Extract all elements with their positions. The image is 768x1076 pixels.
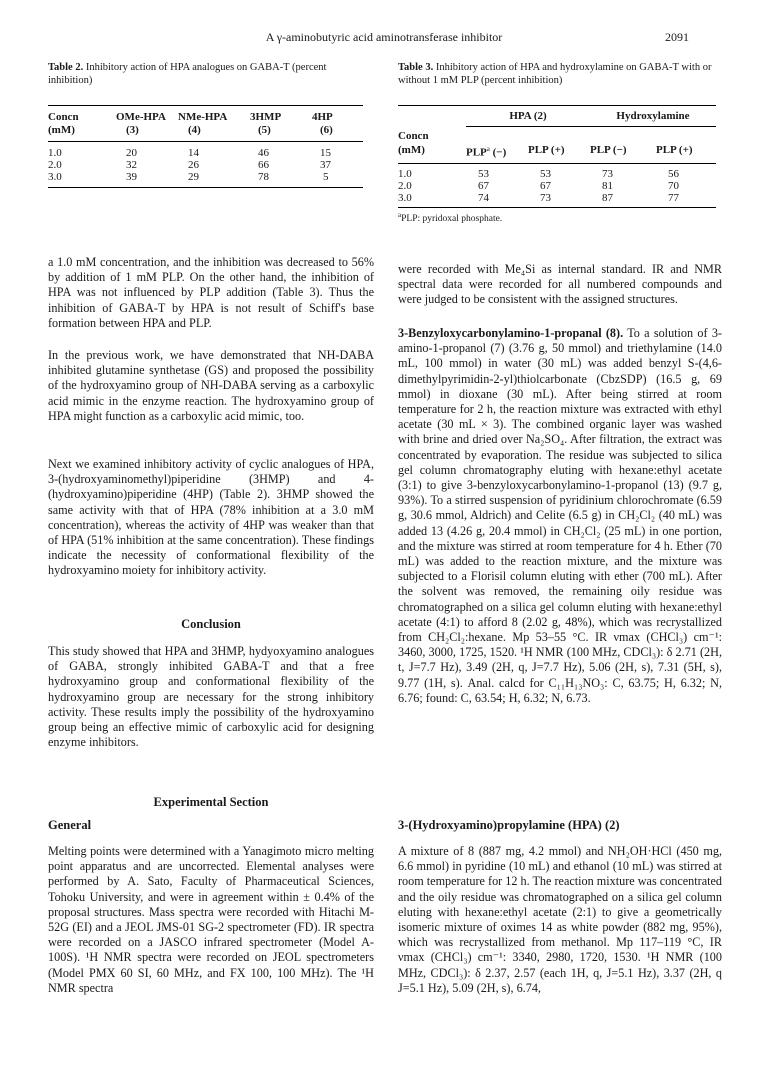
compound-8-title: 3-Benzyloxycarbonylamino-1-propanal (8). bbox=[398, 326, 624, 340]
table3-cell: 87 bbox=[602, 192, 613, 205]
footnote-mark: a bbox=[398, 211, 402, 219]
table3-cell: 73 bbox=[540, 192, 551, 205]
table2-cell: 37 bbox=[320, 159, 331, 171]
table3-cell: 70 bbox=[668, 180, 679, 193]
table2-caption-label: Table 2. bbox=[48, 62, 84, 73]
table3-cell: 53 bbox=[478, 168, 489, 181]
table2-cell: 39 bbox=[126, 171, 137, 183]
general-heading: General bbox=[48, 818, 92, 832]
compound-8-text: To a solution of 3-amino-1-propanol (7) (3.76 g, 50 mmol) and triethylamine (14.0 mL, 100 mmol) in water (30 mL) was added benzyl S-(4,6-dimethylpyrimidin-2-yl)thiolcarbonate (CbzSDP) (16.5 g, 69 mmol) in dioxane (30 mL). After being stirred at room temperature for 2 h, the reaction mixture was extracted with ethyl acetate (30 mL × 3). The combined organic layer was washed with brine and dried over Na₂SO₄. After filtration, the extract was concentrated by evaporation. The residue was subjected to silica gel column chromatography eluting with hexane:ethyl acetate (3:1) to give 3-benzyloxycarbonylamino-1-propanol (13) (9.7 g, 93%). To a stirred suspension of pyridinium chlorochromate (6.59 g, 30.6 mmol, Aldrich) and Celite (6.5 g) in CH₂Cl₂ (40 mL) was added 13 (4.26 g, 20.4 mmol) in CH₂Cl₂ (25 mL) in one portion, and the mixture was stirred at room temperature for 4 h. Ether (70 mL) was added to the reaction mixture, and the mixture was subjected to a Florisil column eluting with ether (700 mL). After the solvent was removed, the remaining oily residue was chromatographed on a silica gel column eluting with hexane:ethyl acetate (4:1) to afford 8 (2.02 g, 48%), which was recrystallized from CH₂Cl₂:hexane. Mp 53–55 °C. IR νmax (CHCl₃) cm⁻¹: 3460, 3000, 1725, 1520. ¹H NMR (100 MHz, CDCl₃): δ 2.71 (2H, t, J=7.7 Hz), 3.49 (2H, q, J=7.7 Hz), 5.06 (2H, s), 7.31 (5H, s), 9.77 (1H, s). Anal. calcd for C₁₁H₁₃NO₃: C, 63.75; H, 6.32; N, 6.76; found: C, 63.54; H, 6.32; N, 6.73. bbox=[398, 326, 722, 705]
table2 bbox=[48, 105, 363, 188]
body-paragraph: A mixture of 8 (887 mg, 4.2 mmol) and NH₂OH·HCl (450 mg, 6.6 mmol) in pyridine (10 mL) and ethanol (10 mL) was stirred at room temperature for 12 h. The reaction mixture was concentrated and the oily residue was chromatographed on a silica gel column eluting with hexane:ethyl acetate (2:1) to give a geometrically isomeric mixture of oximes 14 as white powder (882 mg, 95%), which was recrystallized from methanol. Mp 117–119 °C, IR νmax (CHCl₃) cm⁻¹: 3340, 2980, 1720, 1530. ¹H NMR (100 MHz, CDCl₃): δ 2.37, 2.57 (each 1H, q, J=5.1 Hz), 3.37 (2H, q J=5.1 Hz), 5.09 (2H, s), 6.74, bbox=[398, 844, 722, 995]
table-row bbox=[398, 192, 716, 208]
table2-cell: 32 bbox=[126, 159, 137, 171]
hpa-heading: 3-(Hydroxyamino)propylamine (HPA) (2) bbox=[398, 818, 620, 832]
table2-caption-text: Inhibitory action of HPA analogues on GABA-T (percent inhibition) bbox=[48, 62, 327, 86]
table3-cell: 77 bbox=[668, 192, 679, 205]
table3-cell: 81 bbox=[602, 180, 613, 193]
table-row bbox=[398, 180, 716, 192]
table2-subheader: (4) bbox=[178, 124, 250, 142]
table3-group-header: Hydroxylamine bbox=[590, 106, 716, 127]
table3-row-header: Concn bbox=[398, 129, 429, 142]
plp-superscript: a bbox=[486, 144, 490, 153]
conclusion-heading: Conclusion bbox=[181, 617, 241, 631]
table2-cell: 46 bbox=[258, 147, 269, 159]
table3-cell: 3.0 bbox=[398, 192, 412, 205]
table3-col-header: PLP (+) bbox=[656, 143, 716, 164]
body-paragraph: Next we examined inhibitory activity of cyclic analogues of HPA, 3-(hydroxyaminomethyl)piperidine (3HMP) and 4-(hydroxyamino)piperidine (4HP) (Table 2). 3HMP showed the same activity with that of HPA (78% inhibition at a 3.0 mM concentration), whereas the activity of 4HP was weaker than that of HPA (51% inhibition at the same concentration). These findings indicate the necessity of conformational flexibility of the hydroxyamino moiety for inhibitory activity. bbox=[48, 457, 374, 578]
table2-cell: 3.0 bbox=[48, 171, 62, 183]
table-row bbox=[398, 164, 716, 181]
table3 bbox=[398, 105, 716, 208]
table3-caption-text: Inhibitory action of HPA and hydroxylamine on GABA-T with or without 1 mM PLP (percent inhibition) bbox=[398, 62, 712, 86]
table2-cell: 26 bbox=[188, 159, 199, 171]
compound-8-paragraph bbox=[398, 326, 722, 706]
body-paragraph: a 1.0 mM concentration, and the inhibition was decreased to 56% by addition of 1 mM PLP. On the other hand, the inhibition of HPA was not influenced by PLP addition (Table 3). Thus the inhibition of GABA-T by HPA is not result of Schiff's base formation between HPA and PLP. bbox=[48, 255, 374, 330]
body-paragraph: were recorded with Me₄Si as internal standard. IR and NMR spectral data were recorded for all numbered compounds and were judged to be consistent with the assigned structures. bbox=[398, 262, 722, 307]
table2-cell: 15 bbox=[320, 147, 331, 159]
body-paragraph: Melting points were determined with a Yanagimoto micro melting point apparatus and are uncorrected. Elemental analyses were performed by A. Sato, Faculty of Pharmaceutical Sciences, Tohoku University, and were in agreement within ± 0.4% of the proposal structures. Mass spectra were recorded with Hitachi M-52G (EI) and a JEOL JMS-01 SG-2 spectrometer (FD). IR spectra were recorded on a JASCO infrared spectrometer (Model A-100S). ¹H NMR spectra were recorded on JEOL spectrometers (Model PMX 60 SI, 60 MHz, and FX 100, 100 MHz). The ¹H NMR spectra bbox=[48, 844, 374, 995]
table3-caption-label: Table 3. bbox=[398, 62, 434, 73]
table3-cell: 67 bbox=[478, 180, 489, 193]
table2-header: 3HMP bbox=[250, 111, 282, 123]
table2-cell: 20 bbox=[126, 147, 137, 159]
table2-subheader: (5) bbox=[250, 124, 312, 142]
table-row bbox=[48, 171, 363, 188]
table2-subheader: (mM) bbox=[48, 124, 116, 142]
table2-caption bbox=[48, 62, 366, 87]
table3-footnote-text: PLP: pyridoxal phosphate. bbox=[401, 214, 503, 225]
table2-cell: 29 bbox=[188, 171, 199, 183]
table-row bbox=[48, 159, 363, 171]
table3-cell: 2.0 bbox=[398, 180, 412, 193]
table2-subheader: (6) bbox=[312, 124, 363, 142]
experimental-heading: Experimental Section bbox=[153, 795, 269, 809]
page-number: 2091 bbox=[665, 30, 689, 44]
table2-header: 4HP bbox=[312, 111, 333, 123]
table2-cell: 66 bbox=[258, 159, 269, 171]
table3-cell: 73 bbox=[602, 168, 613, 181]
table3-cell: 1.0 bbox=[398, 168, 412, 181]
table2-cell: 78 bbox=[258, 171, 269, 183]
table3-row-header: (mM) bbox=[398, 143, 466, 164]
table3-col-header: PLP$^a$ (−) bbox=[466, 143, 528, 164]
table3-cell: 74 bbox=[478, 192, 489, 205]
table-row bbox=[48, 142, 363, 160]
table3-cell: 67 bbox=[540, 180, 551, 193]
table2-subheader: (3) bbox=[116, 124, 178, 142]
table3-col-header: PLP (+) bbox=[528, 143, 590, 164]
table2-cell: 2.0 bbox=[48, 159, 62, 171]
table3-footnote bbox=[398, 211, 502, 224]
body-paragraph: In the previous work, we have demonstrated that NH-DABA inhibited glutamine synthetase (GS) and proposed the possibility of the hydroxyamino group of NH-DABA serving as a carboxylic acid mimic in the enzyme reaction. The hydroxyamino group of HPA might function as a carboxylic acid mimic, too. bbox=[48, 348, 374, 423]
table3-col-header: PLP (−) bbox=[590, 143, 656, 164]
table2-cell: 5 bbox=[323, 171, 329, 183]
table3-cell: 53 bbox=[540, 168, 551, 181]
table2-cell: 14 bbox=[188, 147, 199, 159]
table2-cell: 1.0 bbox=[48, 147, 62, 159]
body-paragraph: This study showed that HPA and 3HMP, hydyoxyamino analogues of GABA, strongly inhibited GABA-T and that a free hydroxyamino group and conformational flexibility of the hydroxyamino group are necessary for the strong inhibitory activity. These results imply the possibility of the hydroxyamino group being an effective mimic of carboxylic acid for designing enzyme inhibitors. bbox=[48, 644, 374, 750]
running-title: A γ-aminobutyric acid aminotransferase inhibitor bbox=[265, 30, 503, 44]
table2-header: Concn bbox=[48, 111, 79, 123]
table3-group-header: HPA (2) bbox=[466, 106, 590, 127]
table3-caption bbox=[398, 62, 722, 87]
table2-header: NMe-HPA bbox=[178, 111, 228, 123]
table2-header: OMe-HPA bbox=[116, 111, 166, 123]
table3-cell: 56 bbox=[668, 168, 679, 181]
